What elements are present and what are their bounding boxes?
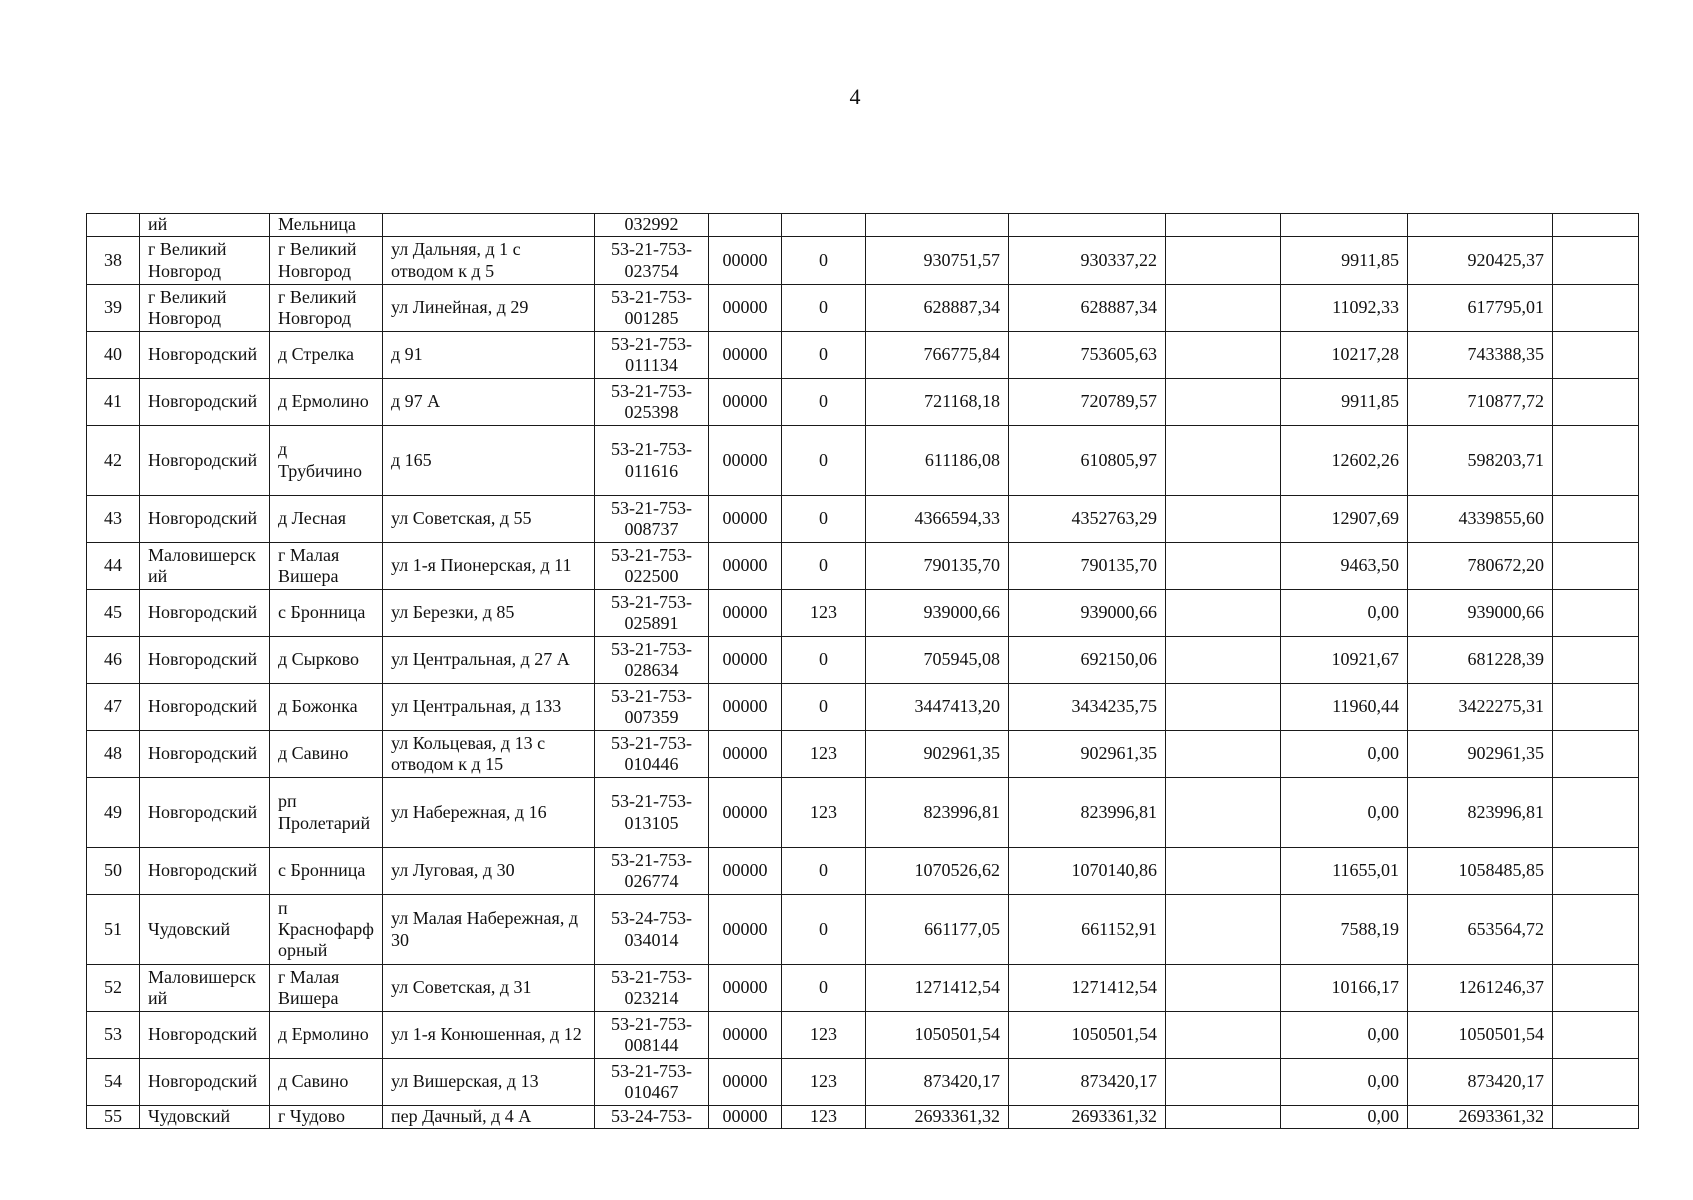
locality-cell: с Бронница xyxy=(270,848,383,895)
table-row xyxy=(87,684,1639,731)
district-cell: г Великий Новгород xyxy=(140,237,270,285)
table-row xyxy=(87,237,1639,285)
oktmo-code-cell: 53-21-753-011134 xyxy=(595,332,709,379)
amount-cell: 10921,67 xyxy=(1281,637,1408,684)
row-number: 51 xyxy=(87,895,140,965)
address-cell: ул Центральная, д 27 А xyxy=(383,637,595,684)
amount-cell: 939000,66 xyxy=(1408,590,1553,637)
empty-cell xyxy=(1553,1012,1639,1059)
oktmo-code-cell: 53-21-753-025398 xyxy=(595,379,709,426)
locality-cell: д Ермолино xyxy=(270,1012,383,1059)
kbk-cell: 123 xyxy=(782,731,866,778)
amount-cell: 1050501,54 xyxy=(1408,1012,1553,1059)
code-cell: 00000 xyxy=(709,1012,782,1059)
empty-cell xyxy=(1166,1059,1281,1106)
amount-cell: 902961,35 xyxy=(1408,731,1553,778)
locality-cell: д Ермолино xyxy=(270,379,383,426)
amount-cell: 617795,01 xyxy=(1408,285,1553,332)
row-number: 42 xyxy=(87,426,140,496)
empty-cell xyxy=(1553,895,1639,965)
empty-cell xyxy=(1166,332,1281,379)
empty-cell xyxy=(1166,379,1281,426)
code-cell: 00000 xyxy=(709,684,782,731)
empty-cell xyxy=(1166,778,1281,848)
locality-cell: г Великий Новгород xyxy=(270,285,383,332)
oktmo-code-cell: 53-21-753-010467 xyxy=(595,1059,709,1106)
address-cell: ул Советская, д 55 xyxy=(383,496,595,543)
row-number xyxy=(87,214,140,237)
locality-cell: г Малая Вишера xyxy=(270,965,383,1012)
empty-cell xyxy=(1553,379,1639,426)
address-cell: ул Набережная, д 16 xyxy=(383,778,595,848)
empty-cell xyxy=(1553,590,1639,637)
code-cell: 00000 xyxy=(709,731,782,778)
amount-cell: 902961,35 xyxy=(866,731,1009,778)
amount-cell xyxy=(1408,214,1553,237)
code-cell: 00000 xyxy=(709,379,782,426)
table-row xyxy=(87,1106,1639,1129)
oktmo-code-cell: 53-21-753-028634 xyxy=(595,637,709,684)
amount-cell: 939000,66 xyxy=(1009,590,1166,637)
empty-cell xyxy=(1553,426,1639,496)
amount-cell xyxy=(866,214,1009,237)
oktmo-code-cell: 53-24-753- xyxy=(595,1106,709,1129)
amount-cell: 611186,08 xyxy=(866,426,1009,496)
empty-cell xyxy=(1553,214,1639,237)
address-cell: ул Кольцевая, д 13 с отводом к д 15 xyxy=(383,731,595,778)
code-cell xyxy=(709,214,782,237)
row-number: 40 xyxy=(87,332,140,379)
district-cell: Новгородский xyxy=(140,848,270,895)
empty-cell xyxy=(1166,1012,1281,1059)
empty-cell xyxy=(1166,237,1281,285)
address-cell: ул Малая Набережная, д 30 xyxy=(383,895,595,965)
row-number: 50 xyxy=(87,848,140,895)
oktmo-code-cell: 53-24-753-034014 xyxy=(595,895,709,965)
empty-cell xyxy=(1553,731,1639,778)
amount-cell: 661152,91 xyxy=(1009,895,1166,965)
oktmo-code-cell: 53-21-753-023214 xyxy=(595,965,709,1012)
amount-cell: 4339855,60 xyxy=(1408,496,1553,543)
kbk-cell: 0 xyxy=(782,332,866,379)
code-cell: 00000 xyxy=(709,848,782,895)
oktmo-code-cell: 53-21-753-008144 xyxy=(595,1012,709,1059)
code-cell: 00000 xyxy=(709,237,782,285)
row-number: 46 xyxy=(87,637,140,684)
row-number: 53 xyxy=(87,1012,140,1059)
kbk-cell: 0 xyxy=(782,637,866,684)
table-row xyxy=(87,848,1639,895)
empty-cell xyxy=(1166,285,1281,332)
address-cell: д 165 xyxy=(383,426,595,496)
oktmo-code-cell: 53-21-753-026774 xyxy=(595,848,709,895)
address-cell: ул Вишерская, д 13 xyxy=(383,1059,595,1106)
address-cell xyxy=(383,214,595,237)
row-number: 49 xyxy=(87,778,140,848)
amount-cell: 753605,63 xyxy=(1009,332,1166,379)
row-number: 41 xyxy=(87,379,140,426)
table-row xyxy=(87,778,1639,848)
amount-cell: 610805,97 xyxy=(1009,426,1166,496)
amount-cell: 1271412,54 xyxy=(1009,965,1166,1012)
address-cell: ул Линейная, д 29 xyxy=(383,285,595,332)
empty-cell xyxy=(1166,590,1281,637)
locality-cell: с Бронница xyxy=(270,590,383,637)
oktmo-code-cell: 53-21-753-025891 xyxy=(595,590,709,637)
row-number: 39 xyxy=(87,285,140,332)
amount-cell: 628887,34 xyxy=(866,285,1009,332)
amount-cell: 873420,17 xyxy=(1408,1059,1553,1106)
amount-cell: 1058485,85 xyxy=(1408,848,1553,895)
locality-cell: д Савино xyxy=(270,1059,383,1106)
empty-cell xyxy=(1166,214,1281,237)
amount-cell: 9911,85 xyxy=(1281,379,1408,426)
code-cell: 00000 xyxy=(709,637,782,684)
code-cell: 00000 xyxy=(709,285,782,332)
table-row xyxy=(87,1059,1639,1106)
address-cell: ул Советская, д 31 xyxy=(383,965,595,1012)
code-cell: 00000 xyxy=(709,590,782,637)
kbk-cell: 0 xyxy=(782,237,866,285)
code-cell: 00000 xyxy=(709,332,782,379)
empty-cell xyxy=(1166,1106,1281,1129)
empty-cell xyxy=(1166,496,1281,543)
address-cell: д 91 xyxy=(383,332,595,379)
district-cell: Чудовский xyxy=(140,1106,270,1129)
table-row xyxy=(87,543,1639,590)
row-number: 44 xyxy=(87,543,140,590)
oktmo-code-cell: 53-21-753-023754 xyxy=(595,237,709,285)
empty-cell xyxy=(1553,496,1639,543)
oktmo-code-cell: 53-21-753-008737 xyxy=(595,496,709,543)
amount-cell: 12602,26 xyxy=(1281,426,1408,496)
district-cell: Маловишерский xyxy=(140,543,270,590)
table-row xyxy=(87,590,1639,637)
kbk-cell: 0 xyxy=(782,543,866,590)
amount-cell: 7588,19 xyxy=(1281,895,1408,965)
kbk-cell: 0 xyxy=(782,848,866,895)
oktmo-code-cell: 53-21-753-001285 xyxy=(595,285,709,332)
table-row xyxy=(87,379,1639,426)
table-row xyxy=(87,895,1639,965)
empty-cell xyxy=(1553,637,1639,684)
district-cell: ий xyxy=(140,214,270,237)
locality-cell: п Краснофарфорный xyxy=(270,895,383,965)
amount-cell: 939000,66 xyxy=(866,590,1009,637)
table-row xyxy=(87,332,1639,379)
oktmo-code-cell: 53-21-753-010446 xyxy=(595,731,709,778)
empty-cell xyxy=(1166,426,1281,496)
code-cell: 00000 xyxy=(709,496,782,543)
empty-cell xyxy=(1166,895,1281,965)
code-cell: 00000 xyxy=(709,965,782,1012)
amount-cell: 766775,84 xyxy=(866,332,1009,379)
amount-cell: 12907,69 xyxy=(1281,496,1408,543)
oktmo-code-cell: 53-21-753-022500 xyxy=(595,543,709,590)
kbk-cell: 123 xyxy=(782,1106,866,1129)
page-number: 4 xyxy=(849,84,861,109)
amount-cell: 873420,17 xyxy=(866,1059,1009,1106)
amount-cell: 823996,81 xyxy=(1009,778,1166,848)
amount-cell: 2693361,32 xyxy=(1009,1106,1166,1129)
table-row xyxy=(87,637,1639,684)
amount-cell: 710877,72 xyxy=(1408,379,1553,426)
amount-cell: 902961,35 xyxy=(1009,731,1166,778)
district-cell: Новгородский xyxy=(140,1059,270,1106)
amount-cell: 920425,37 xyxy=(1408,237,1553,285)
code-cell: 00000 xyxy=(709,543,782,590)
locality-cell: д Стрелка xyxy=(270,332,383,379)
district-cell: Маловишерский xyxy=(140,965,270,1012)
row-number: 43 xyxy=(87,496,140,543)
empty-cell xyxy=(1166,848,1281,895)
district-cell: Новгородский xyxy=(140,496,270,543)
amount-cell: 0,00 xyxy=(1281,1059,1408,1106)
table-row xyxy=(87,214,1639,237)
empty-cell xyxy=(1553,1059,1639,1106)
row-number: 52 xyxy=(87,965,140,1012)
amount-cell: 10217,28 xyxy=(1281,332,1408,379)
code-cell: 00000 xyxy=(709,778,782,848)
locality-cell: Мельница xyxy=(270,214,383,237)
amount-cell: 873420,17 xyxy=(1009,1059,1166,1106)
amount-cell: 9911,85 xyxy=(1281,237,1408,285)
empty-cell xyxy=(1166,543,1281,590)
kbk-cell: 0 xyxy=(782,965,866,1012)
amount-cell: 4366594,33 xyxy=(866,496,1009,543)
amount-cell: 3422275,31 xyxy=(1408,684,1553,731)
amount-cell: 1050501,54 xyxy=(1009,1012,1166,1059)
address-cell: ул Дальняя, д 1 с отводом к д 5 xyxy=(383,237,595,285)
amount-cell: 705945,08 xyxy=(866,637,1009,684)
amount-cell: 823996,81 xyxy=(1408,778,1553,848)
locality-cell: д Божонка xyxy=(270,684,383,731)
amount-cell: 11960,44 xyxy=(1281,684,1408,731)
amount-cell: 1271412,54 xyxy=(866,965,1009,1012)
kbk-cell: 0 xyxy=(782,895,866,965)
address-cell: ул 1-я Пионерская, д 11 xyxy=(383,543,595,590)
code-cell: 00000 xyxy=(709,1106,782,1129)
empty-cell xyxy=(1553,848,1639,895)
amount-cell: 661177,05 xyxy=(866,895,1009,965)
address-cell: ул 1-я Конюшенная, д 12 xyxy=(383,1012,595,1059)
kbk-cell: 0 xyxy=(782,684,866,731)
table-row xyxy=(87,426,1639,496)
amount-cell: 0,00 xyxy=(1281,1106,1408,1129)
table-row xyxy=(87,965,1639,1012)
oktmo-code-cell: 53-21-753-007359 xyxy=(595,684,709,731)
empty-cell xyxy=(1166,684,1281,731)
amount-cell: 653564,72 xyxy=(1408,895,1553,965)
locality-cell: г Малая Вишера xyxy=(270,543,383,590)
kbk-cell: 0 xyxy=(782,379,866,426)
locality-cell: г Чудово xyxy=(270,1106,383,1129)
empty-cell xyxy=(1553,543,1639,590)
district-cell: Новгородский xyxy=(140,778,270,848)
table-row xyxy=(87,731,1639,778)
code-cell: 00000 xyxy=(709,426,782,496)
district-cell: Новгородский xyxy=(140,637,270,684)
data-table xyxy=(86,213,1639,1129)
row-number: 45 xyxy=(87,590,140,637)
amount-cell: 1070140,86 xyxy=(1009,848,1166,895)
row-number: 47 xyxy=(87,684,140,731)
locality-cell: д Сырково xyxy=(270,637,383,684)
table-row xyxy=(87,285,1639,332)
empty-cell xyxy=(1166,731,1281,778)
empty-cell xyxy=(1553,237,1639,285)
locality-cell: г Великий Новгород xyxy=(270,237,383,285)
amount-cell: 743388,35 xyxy=(1408,332,1553,379)
empty-cell xyxy=(1553,332,1639,379)
amount-cell: 2693361,32 xyxy=(1408,1106,1553,1129)
row-number: 48 xyxy=(87,731,140,778)
district-cell: Новгородский xyxy=(140,684,270,731)
oktmo-code-cell: 53-21-753-013105 xyxy=(595,778,709,848)
amount-cell: 681228,39 xyxy=(1408,637,1553,684)
amount-cell: 9463,50 xyxy=(1281,543,1408,590)
amount-cell: 11655,01 xyxy=(1281,848,1408,895)
kbk-cell: 0 xyxy=(782,426,866,496)
amount-cell: 930751,57 xyxy=(866,237,1009,285)
district-cell: Новгородский xyxy=(140,1012,270,1059)
amount-cell: 780672,20 xyxy=(1408,543,1553,590)
amount-cell: 598203,71 xyxy=(1408,426,1553,496)
amount-cell: 721168,18 xyxy=(866,379,1009,426)
amount-cell: 0,00 xyxy=(1281,1012,1408,1059)
amount-cell: 790135,70 xyxy=(866,543,1009,590)
amount-cell: 1050501,54 xyxy=(866,1012,1009,1059)
row-number: 55 xyxy=(87,1106,140,1129)
kbk-cell: 123 xyxy=(782,1059,866,1106)
district-cell: Новгородский xyxy=(140,426,270,496)
empty-cell xyxy=(1166,637,1281,684)
amount-cell: 0,00 xyxy=(1281,778,1408,848)
amount-cell: 2693361,32 xyxy=(866,1106,1009,1129)
amount-cell: 11092,33 xyxy=(1281,285,1408,332)
amount-cell: 1070526,62 xyxy=(866,848,1009,895)
amount-cell: 692150,06 xyxy=(1009,637,1166,684)
amount-cell: 0,00 xyxy=(1281,590,1408,637)
locality-cell: д Трубичино xyxy=(270,426,383,496)
empty-cell xyxy=(1553,965,1639,1012)
district-cell: Новгородский xyxy=(140,590,270,637)
district-cell: Новгородский xyxy=(140,332,270,379)
kbk-cell: 123 xyxy=(782,590,866,637)
row-number: 54 xyxy=(87,1059,140,1106)
oktmo-code-cell: 032992 xyxy=(595,214,709,237)
kbk-cell xyxy=(782,214,866,237)
code-cell: 00000 xyxy=(709,895,782,965)
empty-cell xyxy=(1166,965,1281,1012)
amount-cell xyxy=(1281,214,1408,237)
district-cell: Новгородский xyxy=(140,379,270,426)
kbk-cell: 123 xyxy=(782,778,866,848)
locality-cell: д Лесная xyxy=(270,496,383,543)
amount-cell: 930337,22 xyxy=(1009,237,1166,285)
amount-cell: 3434235,75 xyxy=(1009,684,1166,731)
district-cell: г Великий Новгород xyxy=(140,285,270,332)
amount-cell: 628887,34 xyxy=(1009,285,1166,332)
code-cell: 00000 xyxy=(709,1059,782,1106)
amount-cell xyxy=(1009,214,1166,237)
district-cell: Новгородский xyxy=(140,731,270,778)
amount-cell: 823996,81 xyxy=(866,778,1009,848)
row-number: 38 xyxy=(87,237,140,285)
district-cell: Чудовский xyxy=(140,895,270,965)
locality-cell: рп Пролетарий xyxy=(270,778,383,848)
oktmo-code-cell: 53-21-753-011616 xyxy=(595,426,709,496)
amount-cell: 1261246,37 xyxy=(1408,965,1553,1012)
kbk-cell: 0 xyxy=(782,496,866,543)
empty-cell xyxy=(1553,1106,1639,1129)
address-cell: ул Луговая, д 30 xyxy=(383,848,595,895)
amount-cell: 720789,57 xyxy=(1009,379,1166,426)
amount-cell: 790135,70 xyxy=(1009,543,1166,590)
address-cell: пер Дачный, д 4 А xyxy=(383,1106,595,1129)
address-cell: ул Березки, д 85 xyxy=(383,590,595,637)
amount-cell: 4352763,29 xyxy=(1009,496,1166,543)
empty-cell xyxy=(1553,285,1639,332)
locality-cell: д Савино xyxy=(270,731,383,778)
address-cell: ул Центральная, д 133 xyxy=(383,684,595,731)
amount-cell: 0,00 xyxy=(1281,731,1408,778)
amount-cell: 10166,17 xyxy=(1281,965,1408,1012)
kbk-cell: 0 xyxy=(782,285,866,332)
empty-cell xyxy=(1553,684,1639,731)
empty-cell xyxy=(1553,778,1639,848)
table-row xyxy=(87,1012,1639,1059)
table-row xyxy=(87,496,1639,543)
amount-cell: 3447413,20 xyxy=(866,684,1009,731)
kbk-cell: 123 xyxy=(782,1012,866,1059)
address-cell: д 97 А xyxy=(383,379,595,426)
